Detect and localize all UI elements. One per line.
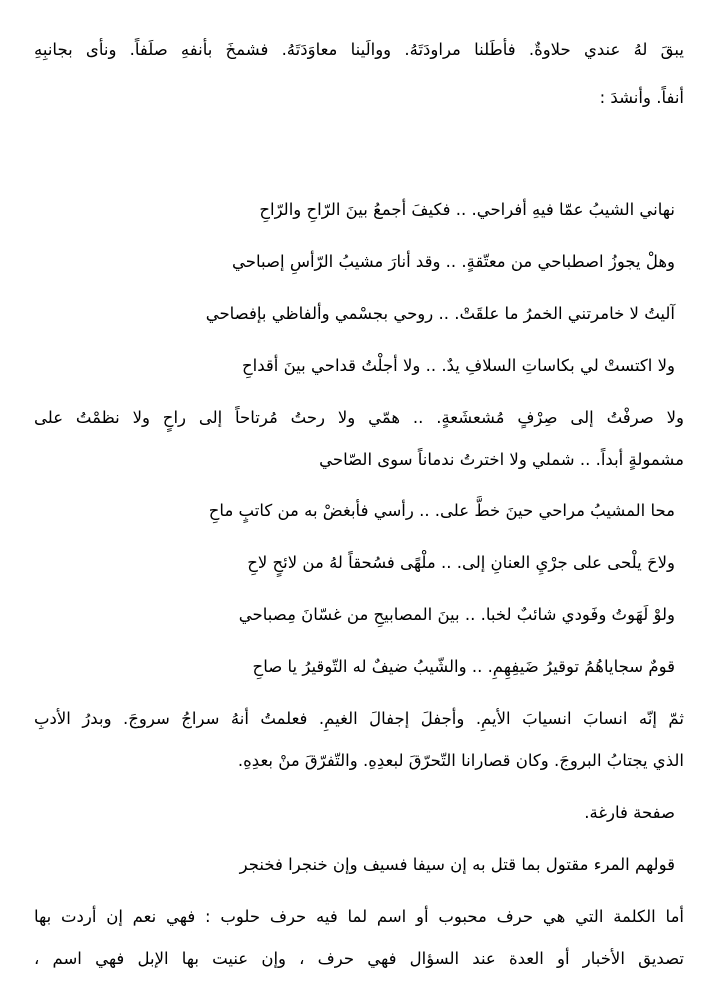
verse-line: ولوْ لَهَوتُ وفَودي شائبٌ لخبا. .. بينَ المصابيحِ من غسّانَ مِصباحي	[238, 605, 675, 624]
text-line: تصديق الأخبار أو العدة عند السؤال فهي حرف ، وإن عنيت بها الإبل فهي اسم ،	[34, 949, 684, 968]
text-line: الذي يجتابُ البروجَ. وكان قصارانا التّحرّقَ لبعدِهِ. والتّفرّقَ منْ بعدِهِ.	[237, 751, 684, 770]
text-line: أما الكلمة التي هي حرف محبوب أو اسم لما فيه حرف حلوب : فهي نعم إن أردت بها	[34, 907, 684, 926]
verse-line: ولاحَ يلْحى على جرْيِ العنانِ إلى. .. ملْهًى فسُحقاً لهُ من لائحٍ لاحِ	[247, 553, 675, 572]
text-line: صفحة فارغة.	[584, 803, 675, 822]
verse-line: محا المشيبُ مراحي حينَ خطَّ على. .. رأسي فأبغضْ به من كاتبٍ ماحِ	[208, 501, 675, 520]
text-line: قولهم المرء مقتول بما قتل به إن سيفا فسيف وإن خنجرا فخنجر	[239, 855, 675, 874]
verse-line: مشمولةٍ أبداً. .. شملي ولا اخترتُ ندماناً سوى الصّاحي	[319, 450, 684, 469]
verse-line: ولا صرفْتُ إلى صِرْفٍ مُشعشَعةٍ. .. همّي ولا رحتُ مُرتاحاً إلى راحٍ ولا نظمْتُ على	[34, 408, 684, 427]
verse-line: نهاني الشيبُ عمّا فيهِ أفراحي. .. فكيفَ أجمعُ بينَ الرّاحِ والرّاحِ	[259, 200, 675, 219]
verse-line: قومٌ سجاياهُمُ توقيرُ ضَيفِهِمِ. .. والشّيبُ ضيفٌ له التّوقيرُ يا صاحِ	[252, 657, 675, 676]
text-line: أنفاً. وأنشدَ :	[599, 88, 684, 107]
text-line: يبقَ لهُ عندي حلاوةٌ. فأطَلنا مراودَتَهُ. ووالَينا معاوَدَتَهُ. فشمخَ بأنفهِ صلَفاً. ونأى بجانبِهِ	[34, 40, 684, 59]
verse-line: ولا اكتستْ لي بكاساتِ السلافِ يدٌ. .. ولا أجلْتُ قداحي بينَ أقداحِ	[242, 356, 675, 375]
verse-line: آليتُ لا خامرتني الخمرُ ما علقَتْ. .. روحي بجسْمي وألفاظي بإفصاحي	[205, 304, 675, 323]
text-line: ثمّ إنّه انسابَ انسيابَ الأيمِ. وأجفلَ إجفالَ الغيمِ. فعلمتُ أنهُ سراجُ سروجَ. وبدرُ الأدبِ	[34, 709, 684, 728]
verse-line: وهلْ يجوزُ اصطباحي من معتّقةٍ. .. وقد أنارَ مشيبُ الرّأسِ إصباحي	[232, 252, 675, 271]
